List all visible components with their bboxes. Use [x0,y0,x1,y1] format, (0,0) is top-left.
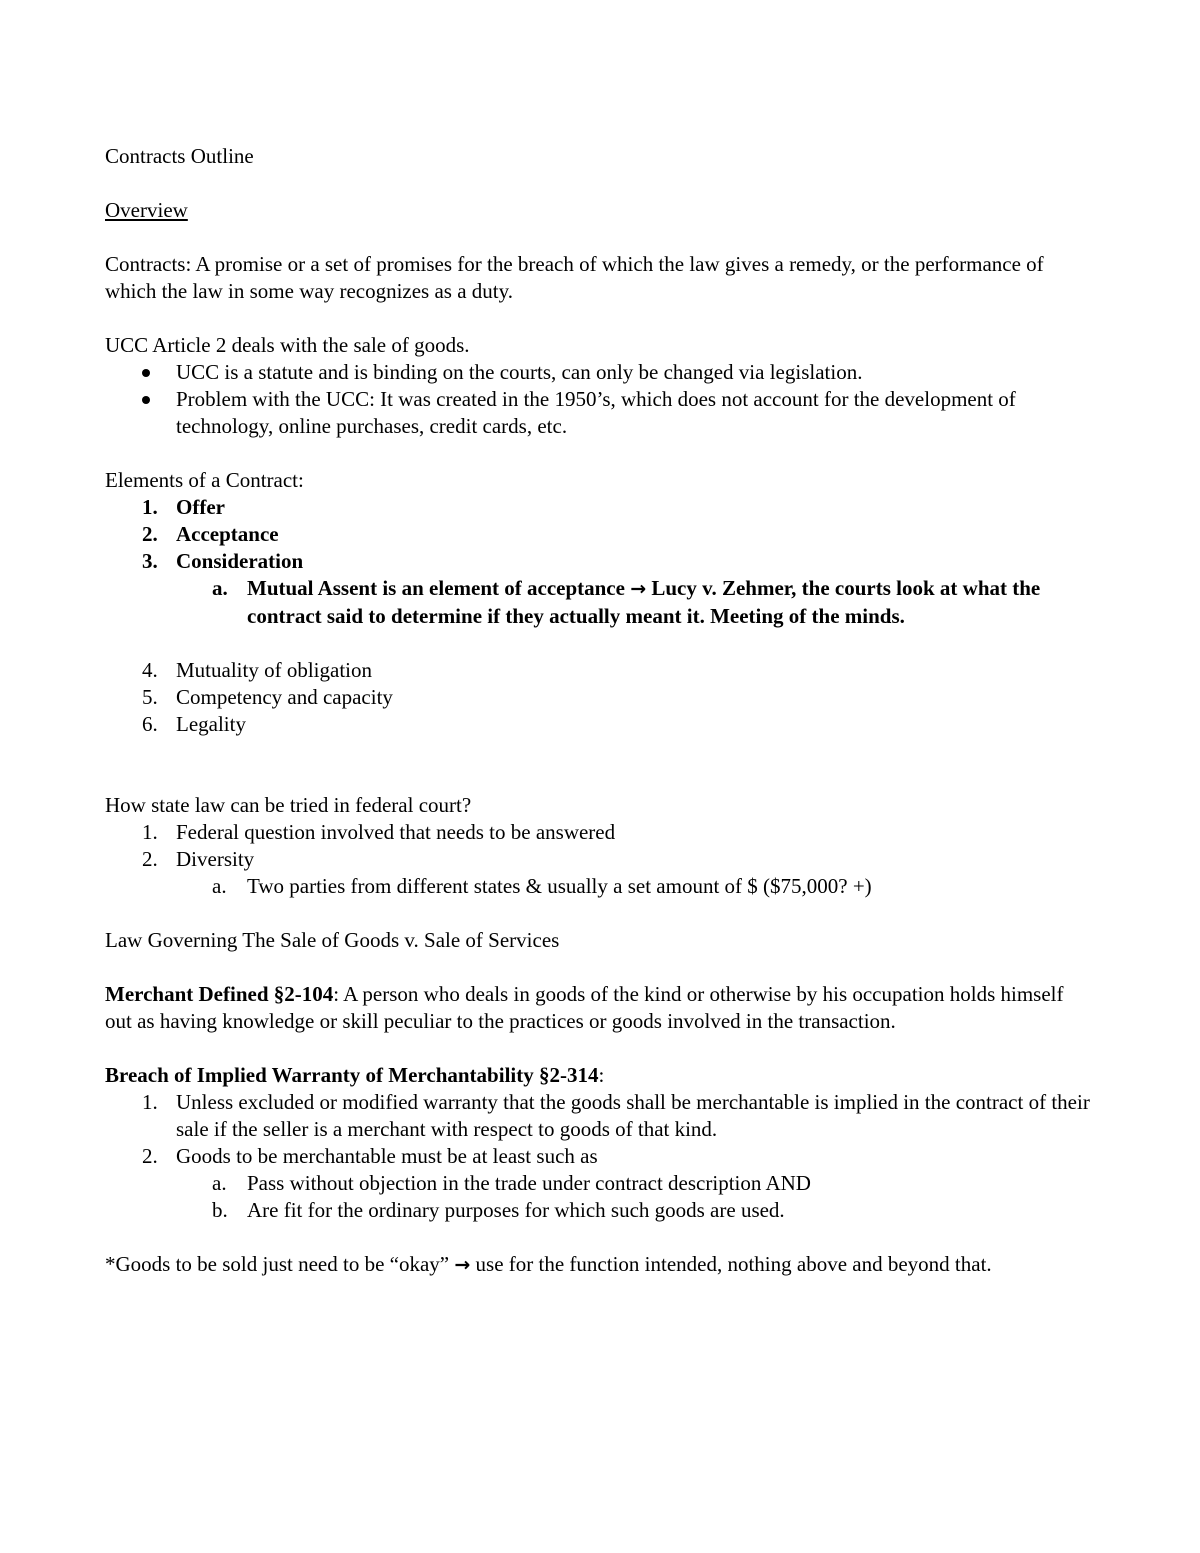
list-item: 1. Offer [142,495,225,519]
list-item: 5. Competency and capacity [142,685,393,709]
contracts-definition: Contracts: A promise or a set of promises for the breach of which the law gives a remedy, or the performance of which the law in some way recognizes as a duty. [105,252,1044,303]
ucc-intro: UCC Article 2 deals with the sale of goods. [105,333,470,357]
list-item: 1. Federal question involved that needs to be answered [142,820,616,844]
bullet-icon [142,396,150,404]
list-item: 1. Unless excluded or modified warranty that the goods shall be merchantable is implied in the contract of their sale if the seller is a merchant with respect to goods of that kind. [142,1090,1090,1141]
section-heading-overview: Overview [105,198,188,222]
arrow-right-icon: → [630,578,647,600]
bullet-item: Problem with the UCC: It was created in the 1950’s, which does not account for the development of technology, online purchases, credit cards, etc. [105,386,1095,440]
goods-note: *Goods to be sold just need to be “okay” → use for the function intended, nothing above and beyond that. [105,1252,992,1276]
list-item: 2. Diversity [142,847,255,871]
list-subitem: a. Pass without objection in the trade under contract description AND [212,1171,811,1195]
bullet-item: UCC is a statute and is binding on the courts, can only be changed via legislation. [105,359,1095,386]
list-item: 3. Consideration [142,549,304,573]
list-subitem: b. Are fit for the ordinary purposes for which such goods are used. [212,1198,785,1222]
merchant-definition: Merchant Defined §2-104: A person who deals in goods of the kind or otherwise by his occupation holds himself out as having knowledge or skill peculiar to the practices or goods involved in the transaction. [105,982,1064,1033]
breach-heading: Breach of Implied Warranty of Merchantability §2-314: [105,1063,605,1087]
mutual-assent-item: a. Mutual Assent is an element of acceptance → Lucy v. Zehmer, the courts look at what the contract said to determine if they actually meant it. Meeting of the minds. [212,576,1041,628]
federal-heading: How state law can be tried in federal court? [105,793,472,817]
list-item: 4. Mutuality of obligation [142,658,372,682]
list-item: 2. Goods to be merchantable must be at least such as [142,1144,598,1168]
document-title: Contracts Outline [105,144,254,168]
list-item: 6. Legality [142,712,246,736]
list-subitem: a. Two parties from different states & usually a set amount of $ ($75,000? +) [212,874,872,898]
document-body [105,143,1095,1279]
law-governing-heading: Law Governing The Sale of Goods v. Sale of Services [105,928,560,952]
arrow-right-icon: → [454,1254,471,1276]
bullet-icon [142,369,150,377]
list-item: 2. Acceptance [142,522,279,546]
elements-heading: Elements of a Contract: [105,468,304,492]
